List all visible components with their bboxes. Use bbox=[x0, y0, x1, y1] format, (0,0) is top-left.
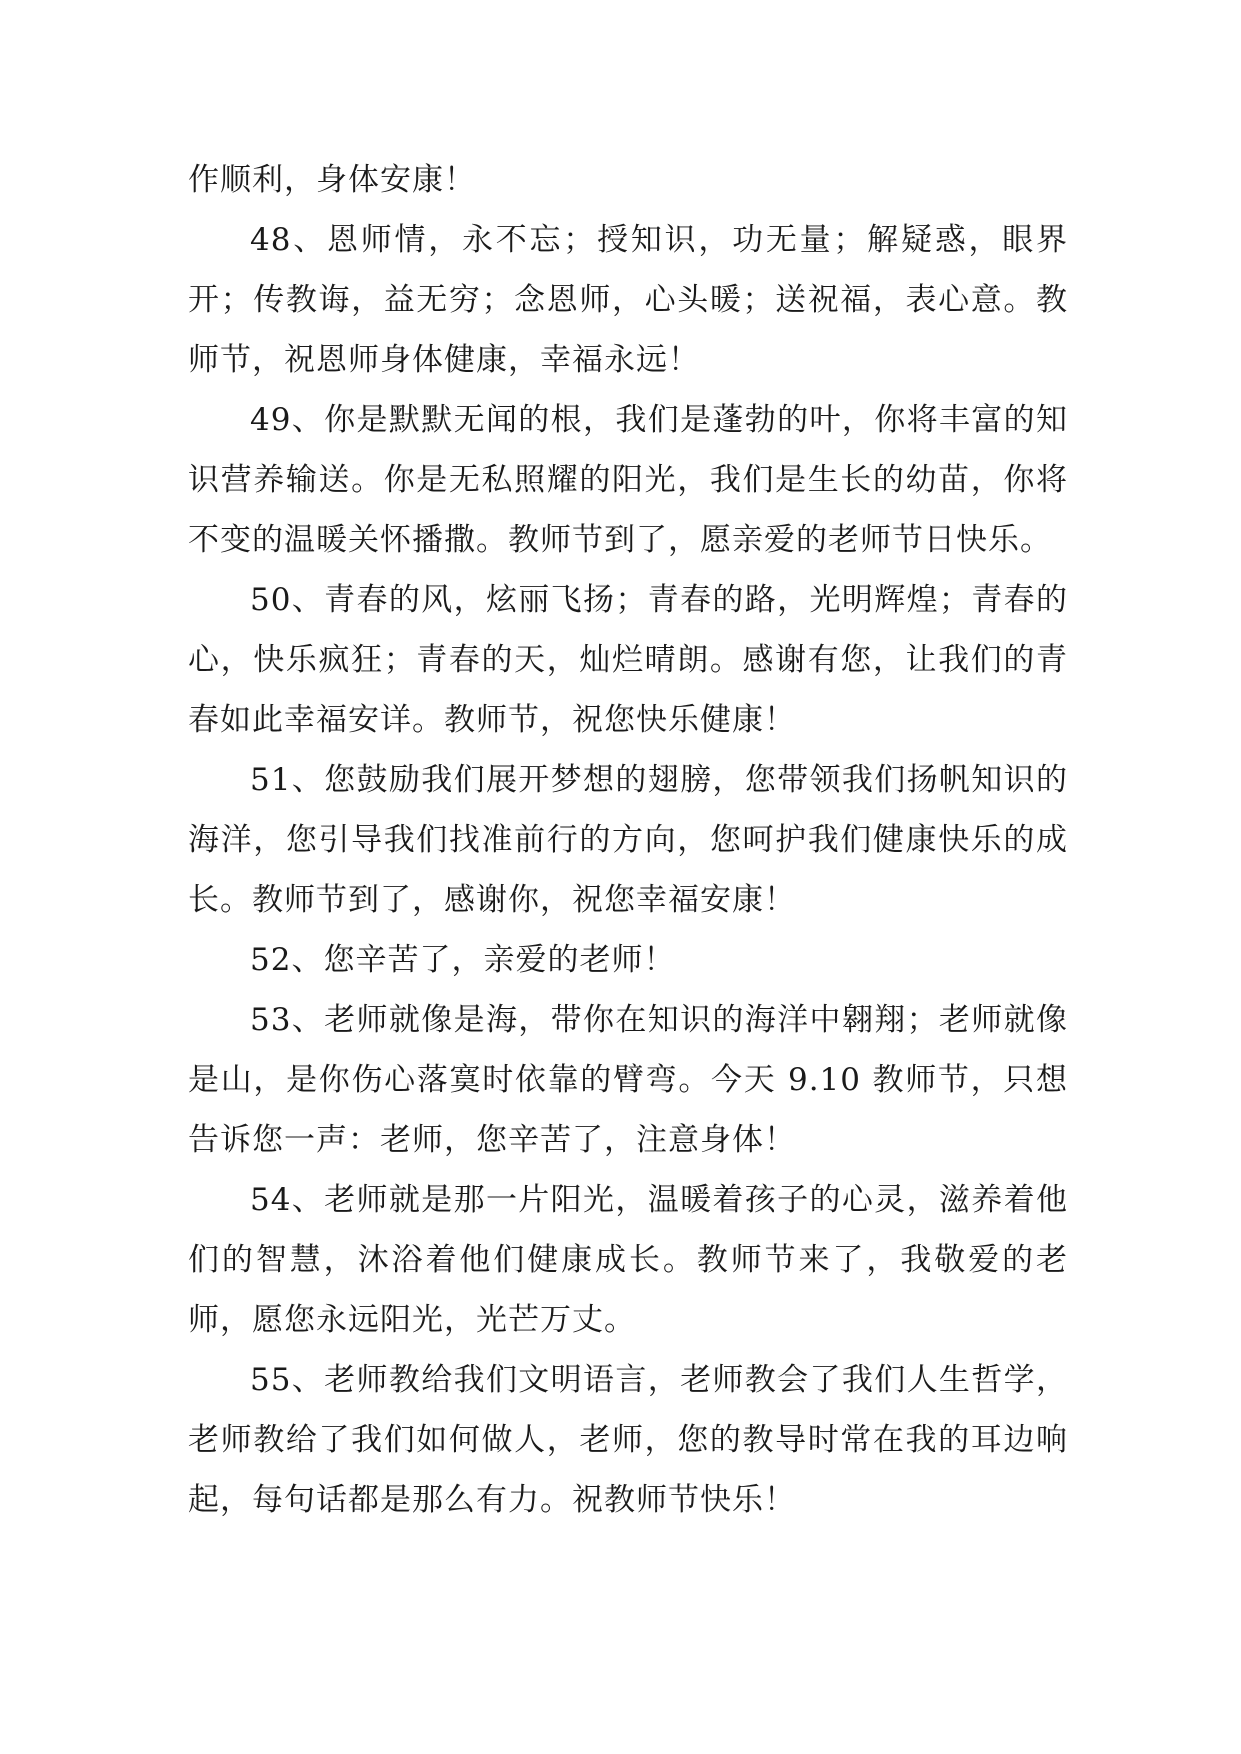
paragraph-48: 48、恩师情，永不忘；授知识，功无量；解疑惑，眼界开；传教诲，益无穷；念恩师，心头暖；送祝福，表心意。教师节，祝恩师身体健康，幸福永远！ bbox=[188, 222, 1068, 378]
paragraph-51: 51、您鼓励我们展开梦想的翅膀，您带领我们扬帆知识的海洋，您引导我们找准前行的方向，您呵护我们健康快乐的成长。教师节到了，感谢你，祝您幸福安康！ bbox=[188, 762, 1068, 918]
paragraph-52: 52、您辛苦了，亲爱的老师！ bbox=[250, 942, 676, 978]
paragraph-54: 54、老师就是那一片阳光，温暖着孩子的心灵，滋养着他们的智慧，沐浴着他们健康成长。教师节来了，我敬爱的老师，愿您永远阳光，光芒万丈。 bbox=[188, 1182, 1068, 1338]
paragraph-50: 50、青春的风，炫丽飞扬；青春的路，光明辉煌；青春的心，快乐疯狂；青春的天，灿烂晴朗。感谢有您，让我们的青春如此幸福安详。教师节，祝您快乐健康！ bbox=[188, 582, 1068, 738]
paragraph-49: 49、你是默默无闻的根，我们是蓬勃的叶，你将丰富的知识营养输送。你是无私照耀的阳光，我们是生长的幼苗，你将不变的温暖关怀播撒。教师节到了，愿亲爱的老师节日快乐。 bbox=[188, 402, 1068, 558]
paragraph-continuation: 作顺利，身体安康！ bbox=[188, 162, 476, 198]
paragraph-53: 53、老师就像是海，带你在知识的海洋中翱翔；老师就像是山，是你伤心落寞时依靠的臂弯。今天 9.10 教师节，只想告诉您一声：老师，您辛苦了，注意身体！ bbox=[188, 1002, 1068, 1158]
paragraph-55: 55、老师教给我们文明语言，老师教会了我们人生哲学，老师教给了我们如何做人，老师，您的教导时常在我的耳边响起，每句话都是那么有力。祝教师节快乐！ bbox=[188, 1362, 1068, 1518]
document-body bbox=[188, 150, 1068, 1530]
